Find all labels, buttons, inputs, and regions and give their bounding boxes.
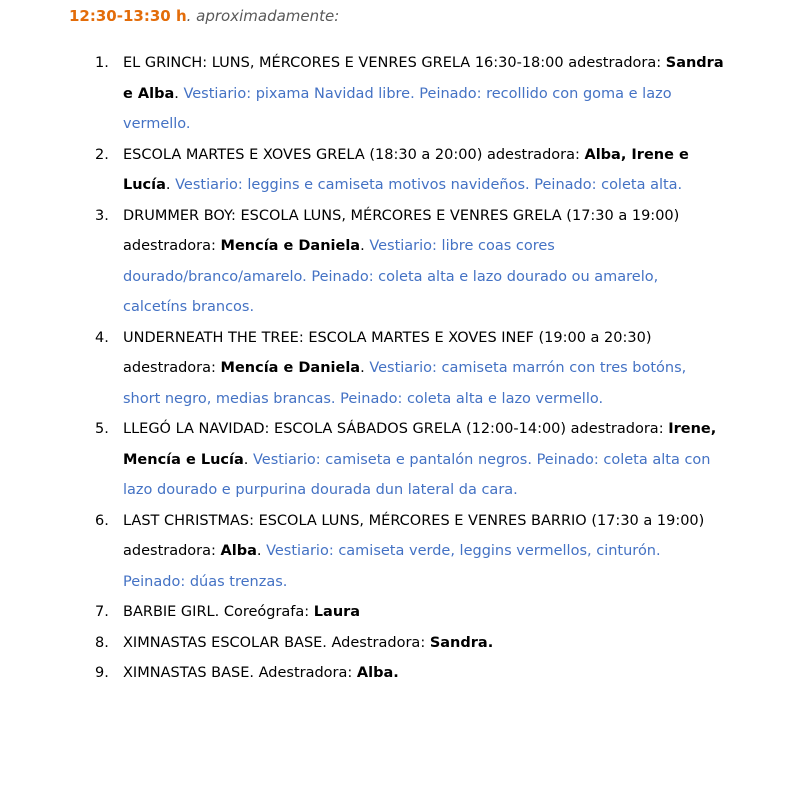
item-title: XIMNASTAS ESCOLAR BASE. Adestradora: — [123, 634, 430, 651]
item-punct: . — [165, 177, 176, 193]
item-trainers: Sandra — [429, 634, 488, 651]
schedule-header — [69, 6, 339, 26]
item-trainers: Laura — [313, 604, 361, 620]
item-costume-note: Vestiario: camiseta e pantalón negros. Peinado: coleta alta con lazo dourado e purpurina dourada dun lateral da cara. — [123, 451, 711, 498]
item-punct: . — [256, 543, 267, 559]
list-item — [0, 628, 810, 659]
item-number: 8. — [95, 634, 109, 651]
item-number: 7. — [95, 604, 109, 620]
item-trainers: Alba — [220, 543, 257, 559]
item-costume-note: Vestiario: libre coas cores dourado/branco/amarelo. Peinado: coleta alta e lazo dourado ou amarelo, calcetíns brancos. — [123, 238, 659, 315]
item-trainers: Mencía e Daniela — [220, 238, 361, 254]
list-item — [0, 323, 810, 415]
item-trainers: Sandra e Alba — [123, 55, 724, 102]
item-costume-note: Vestiario: camiseta marrón con tres botóns, short negro, medias brancas. Peinado: coleta alta e lazo vermello. — [123, 360, 687, 407]
item-title: LLEGÓ LA NAVIDAD: ESCOLA SÁBADOS GRELA (12:00-14:00) adestradora: — [123, 421, 669, 437]
list-item — [0, 658, 810, 689]
item-trainers: Irene, Mencía e Lucía — [123, 421, 717, 468]
item-number: 5. — [95, 421, 109, 437]
list-item — [0, 597, 810, 628]
item-punct: . — [487, 634, 494, 651]
item-title: BARBIE GIRL. Coreógrafa: — [123, 604, 314, 620]
time-range: 12:30-13:30 h — [69, 7, 187, 25]
performance-list — [0, 48, 810, 689]
item-number: 2. — [95, 146, 109, 163]
list-item — [0, 140, 810, 201]
item-costume-note: Vestiario: leggins e camiseta motivos navideños. Peinado: coleta alta. — [175, 177, 683, 193]
item-title: EL GRINCH: LUNS, MÉRCORES E VENRES GRELA 16:30-18:00 adestradora: — [123, 55, 666, 71]
item-punct: . — [360, 360, 370, 376]
item-costume-note: Vestiario: camiseta verde, leggins vermellos, cinturón. Peinado: dúas trenzas. — [123, 543, 661, 590]
item-title: UNDERNEATH THE TREE: ESCOLA MARTES E XOVES INEF (19:00 a 20:30) adestradora: — [123, 329, 652, 376]
item-trainers: Alba — [356, 665, 394, 681]
item-number: 6. — [95, 512, 109, 529]
item-punct: . — [360, 238, 370, 254]
item-title: XIMNASTAS BASE. Adestradora: — [123, 665, 357, 681]
approx-label: . aproximadamente: — [186, 7, 340, 25]
item-title: ESCOLA MARTES E XOVES GRELA (18:30 a 20:00) adestradora: — [123, 146, 585, 163]
item-number: 4. — [95, 329, 109, 346]
list-item — [0, 506, 810, 598]
item-number: 3. — [95, 207, 109, 224]
item-punct: . — [174, 85, 184, 102]
item-punct: . — [393, 665, 399, 681]
item-costume-note: Vestiario: pixama Navidad libre. Peinado: recollido con goma e lazo vermello. — [123, 85, 672, 132]
list-item — [0, 414, 810, 506]
item-number: 9. — [95, 665, 109, 681]
item-title: LAST CHRISTMAS: ESCOLA LUNS, MÉRCORES E VENRES BARRIO (17:30 a 19:00) adestradora: — [123, 512, 705, 559]
list-item — [0, 201, 810, 323]
item-trainers: Alba, Irene e Lucía — [123, 146, 689, 193]
item-number: 1. — [95, 55, 109, 71]
list-item — [0, 48, 810, 140]
item-punct: . — [243, 451, 253, 468]
item-title: DRUMMER BOY: ESCOLA LUNS, MÉRCORES E VENRES GRELA (17:30 a 19:00) adestradora: — [123, 207, 680, 254]
item-trainers: Mencía e Daniela — [220, 360, 361, 376]
